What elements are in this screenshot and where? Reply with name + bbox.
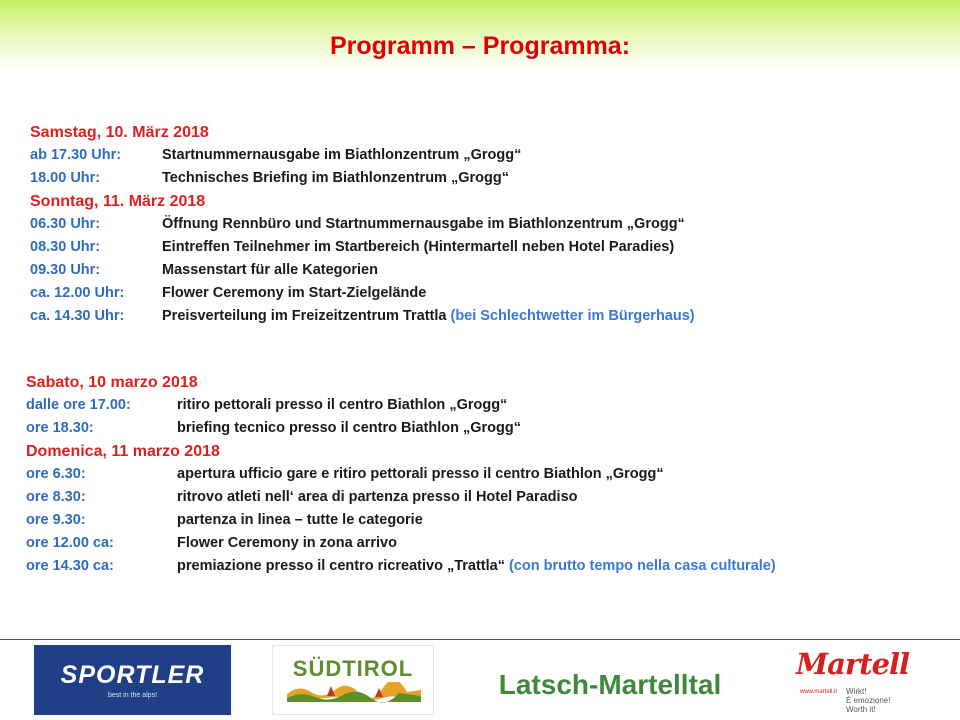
schedule-time: 09.30 Uhr:: [30, 262, 101, 278]
day-heading-saturday: Samstag, 10. März 2018: [30, 124, 209, 141]
schedule-time: ore 14.30 ca:: [26, 558, 114, 574]
page-title: Programm – Programma:: [329, 32, 631, 60]
schedule-desc: briefing tecnico presso il centro Biathlon „Grogg“: [177, 420, 522, 436]
schedule-row: [30, 282, 695, 305]
schedule-desc: [177, 555, 776, 578]
schedule-row: [30, 213, 695, 236]
schedule-desc: Technisches Briefing im Biathlonzentrum „Grogg“: [162, 170, 509, 186]
schedule-time: 06.30 Uhr:: [30, 216, 101, 232]
sportler-tagline: best in the alps!: [107, 692, 158, 699]
suedtirol-logo: [272, 645, 434, 715]
suedtirol-logo-text: SÜDTIROL: [292, 656, 414, 681]
program-german: [30, 121, 695, 328]
schedule-desc: ritiro pettorali presso il centro Biathlon „Grogg“: [177, 397, 508, 413]
schedule-time: ore 18.30:: [26, 420, 94, 436]
schedule-time: ore 9.30:: [26, 512, 86, 528]
sportler-logo-text: SPORTLER: [60, 661, 205, 689]
schedule-time: ca. 14.30 Uhr:: [30, 308, 125, 324]
schedule-time: dalle ore 17.00:: [26, 397, 131, 413]
schedule-desc: Eintreffen Teilnehmer im Startbereich (Hintermartell neben Hotel Paradies): [162, 239, 675, 255]
schedule-row: [26, 394, 776, 417]
martell-url: www.martell.it: [800, 689, 838, 695]
schedule-desc: partenza in linea – tutte le categorie: [177, 512, 423, 528]
martell-logo-text: Martell: [796, 647, 910, 681]
schedule-desc: Startnummernausgabe im Biathlonzentrum „Grogg“: [162, 147, 522, 163]
schedule-desc-text: premiazione presso il centro ricreativo „Trattla“: [177, 558, 509, 574]
schedule-time: 18.00 Uhr:: [30, 170, 101, 186]
schedule-time: ore 12.00 ca:: [26, 535, 114, 551]
day-heading-saturday: Sabato, 10 marzo 2018: [26, 374, 198, 391]
schedule-desc: apertura ufficio gare e ritiro pettorali presso il centro Biathlon „Grogg“: [177, 466, 664, 482]
program-italian: [26, 371, 776, 578]
schedule-desc: Flower Ceremony in zona arrivo: [177, 535, 397, 551]
schedule-desc: Massenstart für alle Kategorien: [162, 262, 378, 278]
bad-weather-note: (bei Schlechtwetter im Bürgerhaus): [450, 308, 695, 324]
martell-slogan-line: È emozione!: [846, 696, 891, 705]
schedule-row: [30, 144, 695, 167]
schedule-desc: Flower Ceremony im Start-Zielgelände: [162, 285, 427, 301]
schedule-time: ore 8.30:: [26, 489, 86, 505]
martell-slogan-line: Worth it!: [846, 705, 876, 714]
schedule-row: [30, 305, 695, 328]
schedule-row: [30, 236, 695, 259]
schedule-row: [30, 167, 695, 190]
schedule-time: 08.30 Uhr:: [30, 239, 101, 255]
schedule-row: [26, 509, 776, 532]
schedule-desc: [162, 305, 695, 328]
schedule-desc: ritrovo atleti nell‘ area di partenza presso il Hotel Paradiso: [177, 489, 578, 505]
schedule-row: [26, 532, 776, 555]
martell-logo: [796, 647, 912, 717]
sportler-logo: [34, 645, 231, 715]
schedule-row: [30, 259, 695, 282]
martell-slogan-line: Wirkt!: [846, 687, 867, 696]
schedule-desc: Öffnung Rennbüro und Startnummernausgabe im Biathlonzentrum „Grogg“: [162, 216, 685, 232]
day-heading-sunday: Sonntag, 11. März 2018: [30, 193, 206, 210]
schedule-time: ca. 12.00 Uhr:: [30, 285, 125, 301]
footer-divider: [0, 639, 960, 640]
schedule-time: ore 6.30:: [26, 466, 86, 482]
schedule-time: ab 17.30 Uhr:: [30, 147, 122, 163]
martell-slogan: [846, 687, 890, 714]
latsch-martelltal-logo: Latsch-Martelltal: [465, 663, 755, 707]
schedule-row: [26, 486, 776, 509]
day-heading-sunday: Domenica, 11 marzo 2018: [26, 443, 220, 460]
schedule-row: [26, 555, 776, 578]
schedule-desc-text: Preisverteilung im Freizeitzentrum Trattla: [162, 308, 451, 324]
suedtirol-wave-icon: [287, 682, 421, 704]
bad-weather-note: (con brutto tempo nella casa culturale): [509, 558, 776, 574]
schedule-row: [26, 417, 776, 440]
schedule-row: [26, 463, 776, 486]
